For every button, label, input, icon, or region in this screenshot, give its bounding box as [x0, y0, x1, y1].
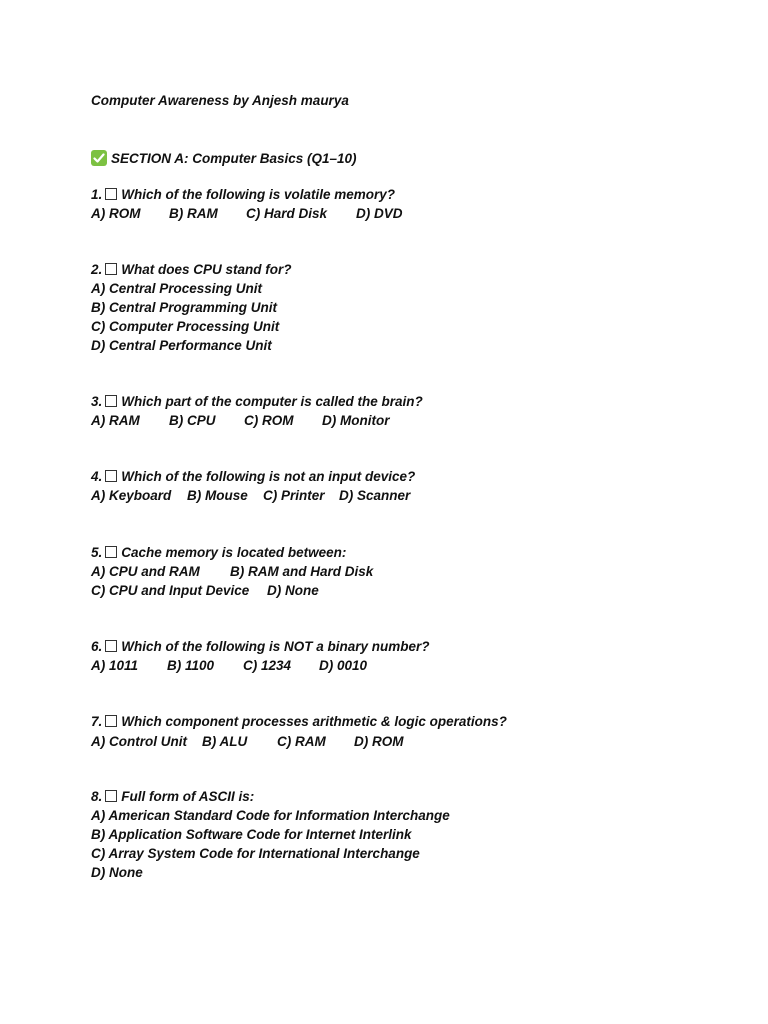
option-d: D) 0010 — [319, 658, 368, 673]
document-title: Computer Awareness by Anjesh maurya — [91, 93, 349, 108]
question-5-options-row-2 — [91, 583, 319, 599]
question-text: Which of the following is not an input device? — [121, 469, 416, 484]
option-d: D) None — [267, 583, 319, 598]
question-number: 1. — [91, 187, 103, 202]
question-1-options — [91, 206, 403, 222]
option-b: B) ALU — [202, 734, 248, 749]
option-a: A) RAM — [91, 413, 140, 428]
option-d: D) Central Performance Unit — [91, 338, 272, 353]
option-a: A) ROM — [91, 206, 141, 221]
option-c: C) 1234 — [243, 658, 292, 673]
checkbox-icon — [105, 546, 117, 558]
question-6 — [91, 639, 430, 655]
option-c: C) Hard Disk — [246, 206, 328, 221]
question-7-options — [91, 734, 404, 750]
option-a: A) Keyboard — [91, 488, 172, 503]
checkbox-icon — [105, 470, 117, 482]
checkbox-icon — [105, 263, 117, 275]
checkbox-icon — [105, 188, 117, 200]
option-b: B) CPU — [169, 413, 216, 428]
checkbox-icon — [105, 640, 117, 652]
question-3-options — [91, 413, 389, 429]
option-d: D) None — [91, 865, 143, 880]
question-text: Full form of ASCII is: — [121, 789, 255, 804]
option-c: C) CPU and Input Device — [91, 583, 250, 598]
section-heading-text: SECTION A: Computer Basics (Q1–10) — [111, 151, 357, 166]
section-heading — [91, 150, 357, 167]
option-c: C) Printer — [263, 488, 325, 503]
question-number: 4. — [91, 469, 103, 484]
question-2 — [91, 262, 292, 278]
question-8 — [91, 789, 254, 805]
question-number: 5. — [91, 545, 103, 560]
option-d: D) ROM — [354, 734, 404, 749]
option-b: B) 1100 — [167, 658, 215, 673]
checkbox-icon — [105, 790, 117, 802]
question-text: Cache memory is located between: — [121, 545, 347, 560]
option-a: A) Central Processing Unit — [91, 281, 263, 296]
check-mark-icon — [91, 150, 107, 166]
option-c: C) RAM — [277, 734, 326, 749]
question-number: 3. — [91, 394, 103, 409]
question-text: Which of the following is volatile memory? — [121, 187, 396, 202]
option-b: B) RAM — [169, 206, 218, 221]
option-c: C) Array System Code for International Interchange — [91, 846, 420, 861]
option-d: D) DVD — [356, 206, 403, 221]
question-4 — [91, 469, 415, 485]
question-number: 2. — [91, 262, 103, 277]
option-a: A) Control Unit — [91, 734, 187, 749]
option-d: D) Scanner — [339, 488, 411, 503]
question-1 — [91, 187, 395, 203]
question-5-options-row-1 — [91, 564, 373, 580]
question-text: Which of the following is NOT a binary number? — [121, 639, 430, 654]
question-6-options — [91, 658, 367, 674]
question-5 — [91, 545, 346, 561]
option-b: B) Central Programming Unit — [91, 300, 278, 315]
option-b: B) RAM and Hard Disk — [230, 564, 374, 579]
option-d: D) Monitor — [322, 413, 390, 428]
question-text: Which component processes arithmetic & logic operations? — [121, 714, 507, 729]
checkbox-icon — [105, 715, 117, 727]
option-c: C) ROM — [244, 413, 294, 428]
question-number: 6. — [91, 639, 103, 654]
option-b: B) Mouse — [187, 488, 248, 503]
question-number: 7. — [91, 714, 103, 729]
option-b: B) Application Software Code for Internet Interlink — [91, 827, 412, 842]
option-a: A) American Standard Code for Information Interchange — [91, 808, 450, 823]
question-3 — [91, 394, 423, 410]
option-a: A) 1011 — [91, 658, 139, 673]
question-number: 8. — [91, 789, 103, 804]
question-text: Which part of the computer is called the brain? — [121, 394, 423, 409]
question-7 — [91, 714, 507, 730]
checkbox-icon — [105, 395, 117, 407]
question-4-options — [91, 488, 410, 504]
question-text: What does CPU stand for? — [121, 262, 292, 277]
option-a: A) CPU and RAM — [91, 564, 200, 579]
option-c: C) Computer Processing Unit — [91, 319, 280, 334]
